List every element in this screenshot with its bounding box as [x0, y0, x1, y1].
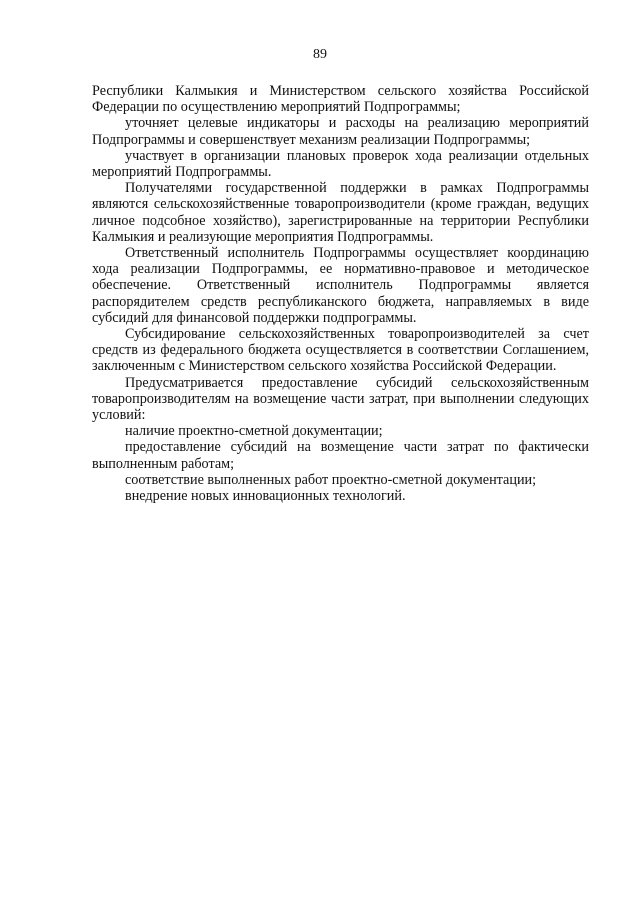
paragraph-subsidizing: Субсидирование сельскохозяйственных товаропроизводителей за счет средств из федерального бюджета осуществляется в соответствии Соглашением, заключенным с Министерством сельского хозяйства Российской Федерации.: [92, 326, 589, 375]
page-number: 89: [313, 47, 327, 62]
condition-item: предоставление субсидий на возмещение части затрат по фактически выполненным работам;: [92, 439, 589, 472]
paragraph-targets: уточняет целевые индикаторы и расходы на реализацию мероприятий Подпрограммы и совершенствует механизм реализации Подпрограммы;: [92, 115, 589, 148]
paragraph-inspections: участвует в организации плановых проверок хода реализации отдельных мероприятий Подпрограммы.: [92, 147, 589, 181]
document-body: [92, 83, 589, 504]
condition-item: наличие проектно-сметной документации;: [125, 423, 383, 440]
condition-item: внедрение новых инновационных технологий.: [125, 488, 406, 505]
paragraph-continuation: Республики Калмыкия и Министерством сельского хозяйства Российской Федерации по осуществлению мероприятий Подпрограммы;: [92, 83, 589, 116]
paragraph-responsible-executor: Ответственный исполнитель Подпрограммы осуществляет координацию хода реализации Подпрограммы, ее нормативно-правовое и методическое обеспечение. Ответственный исполнитель Подпрограммы является распорядителем средств республиканского бюджета, направляемых в виде субсидий для финансовой поддержки подпрограммы.: [92, 245, 589, 326]
paragraph-recipients: Получателями государственной поддержки в рамках Подпрограммы являются сельскохозяйственные товаропроизводители (кроме граждан, ведущих личное подсобное хозяйство), зарегистрированные на территории Республики Калмыкия и реализующие мероприятия Подпрограммы.: [92, 180, 589, 245]
condition-item: соответствие выполненных работ проектно-сметной документации;: [125, 471, 537, 488]
paragraph-conditions: Предусматривается предоставление субсидий сельскохозяйственным товаропроизводителям на возмещение части затрат, при выполнении следующих условий:: [92, 374, 589, 424]
